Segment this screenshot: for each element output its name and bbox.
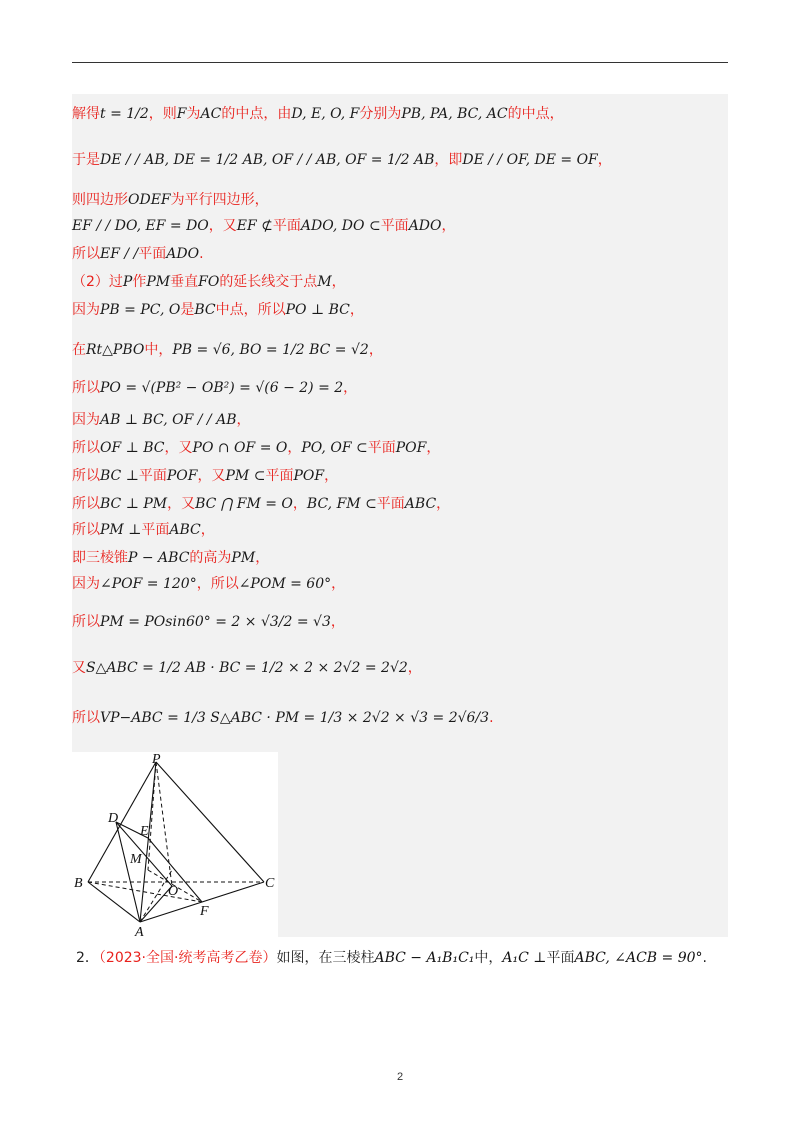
label-B: B	[74, 876, 83, 891]
solution-line	[72, 244, 204, 264]
text-fragment: 所以	[72, 440, 100, 456]
text-fragment: ，	[331, 576, 346, 592]
text-fragment: .	[199, 246, 204, 262]
prism-name: ABC − A₁B₁C₁	[374, 950, 475, 966]
text-fragment: 所以	[72, 496, 100, 512]
math-expression: F	[176, 106, 187, 122]
text-fragment: 所以	[72, 246, 100, 262]
text-fragment: 分别为	[359, 106, 402, 122]
text-fragment: 平面	[265, 468, 294, 484]
math-expression: OF ⊥ BC	[100, 440, 165, 456]
text-fragment: 的中点，	[507, 106, 564, 122]
math-expression: BC, FM ⊂	[306, 496, 377, 512]
text-fragment: 平面	[138, 468, 167, 484]
text-fragment: 平面	[367, 440, 396, 456]
math-expression: AB ⊥ BC, OF / / AB	[100, 412, 237, 428]
text-fragment: 平面	[138, 246, 167, 262]
text-fragment: ，	[349, 302, 364, 318]
math-expression: PM ⊂	[225, 468, 266, 484]
math-expression: POF	[166, 468, 198, 484]
math-expression: EF ⊄	[236, 218, 273, 234]
question-number: 2．	[76, 950, 99, 966]
solution-line	[72, 300, 364, 320]
page-number: 2	[396, 1071, 404, 1083]
text-fragment: （2）过	[72, 274, 123, 290]
math-expression: POF	[293, 468, 325, 484]
math-expression: PO ⊥ BC	[285, 302, 350, 318]
label-O: O	[168, 884, 179, 899]
math-expression: P − ABC	[128, 550, 190, 566]
solution-line	[72, 466, 338, 486]
math-expression: ABC	[169, 522, 201, 538]
label-M: M	[130, 852, 142, 867]
math-expression: S△ABC = 1/2 AB · BC = 1/2 × 2 × 2√2 = 2√2	[86, 660, 408, 676]
math-expression: D, E, O, F	[291, 106, 360, 122]
text-fragment: ，	[343, 380, 358, 396]
text-fragment: 垂直	[170, 274, 199, 290]
text-fragment: .	[489, 710, 494, 726]
text-fragment: 作	[132, 274, 147, 290]
label-A: A	[135, 925, 144, 937]
math-expression: PM = POsin60° = 2 × √3/2 = √3	[100, 614, 331, 630]
text-fragment: 所以	[72, 614, 100, 630]
question-end: .	[702, 950, 707, 966]
solution-line	[72, 708, 494, 728]
math-expression: ADO	[408, 218, 442, 234]
text-fragment: 即三棱锥	[72, 550, 128, 566]
text-fragment: ，所以	[196, 576, 239, 592]
edge-PC	[156, 762, 264, 882]
header-rule	[72, 62, 728, 63]
text-fragment: ，	[330, 614, 345, 630]
text-fragment: 为	[186, 106, 201, 122]
text-fragment: 在	[72, 342, 86, 358]
tetrahedron-figure	[72, 752, 278, 937]
math-expression: VP−ABC = 1/3 S△ABC · PM = 1/3 × 2√2 × √3 = 2√6/3	[100, 710, 490, 726]
text-fragment: 所以	[72, 468, 100, 484]
math-expression: BC ⋂ FM = O	[195, 496, 293, 512]
math-expression: PO, OF ⊂	[301, 440, 368, 456]
text-fragment: ，又	[164, 440, 193, 456]
text-fragment: 解得	[72, 106, 100, 122]
text-fragment: 所以	[72, 380, 100, 396]
text-fragment: 平面	[380, 218, 409, 234]
math-expression: PB, PA, BC, AC	[401, 106, 508, 122]
text-fragment: ，	[331, 274, 346, 290]
math-expression: PM	[231, 550, 256, 566]
label-D: D	[108, 811, 119, 826]
math-expression: DE / / OF, DE = OF	[462, 152, 598, 168]
text-fragment: ，	[407, 660, 422, 676]
text-fragment: ，又	[167, 496, 196, 512]
text-fragment: 平面	[376, 496, 405, 512]
text-fragment: 平面	[141, 522, 170, 538]
solution-line	[72, 612, 345, 632]
text-fragment: ，又	[197, 468, 226, 484]
text-fragment: 为平行四边形，	[170, 192, 269, 208]
solution-line	[72, 438, 440, 458]
math-expression: P	[122, 274, 133, 290]
text-fragment: ，	[292, 496, 307, 512]
solution-line	[72, 520, 215, 540]
text-fragment: ，	[200, 522, 215, 538]
math-expression: PB = √6, BO = 1/2 BC = √2	[172, 342, 369, 358]
text-fragment: 因为	[72, 412, 100, 428]
solution-line	[72, 410, 251, 430]
question-2	[76, 948, 707, 968]
text-fragment: 于是	[72, 152, 100, 168]
math-expression: POF	[395, 440, 427, 456]
text-fragment: 的高为	[189, 550, 232, 566]
math-expression: ADO	[166, 246, 200, 262]
question-source: （2023·全国·统考高考乙卷）	[98, 950, 277, 966]
math-expression: t = 1/2	[100, 106, 149, 122]
label-F: F	[200, 904, 209, 919]
math-expression: ODEF	[128, 192, 171, 208]
text-fragment: ，则	[148, 106, 177, 122]
math-expression: ∠POM = 60°	[238, 576, 332, 592]
text-fragment: ，即	[434, 152, 463, 168]
math-expression: BC ⊥ PM	[100, 496, 168, 512]
text-fragment: ，	[324, 468, 339, 484]
math-expression: M	[317, 274, 332, 290]
solution-line	[72, 150, 612, 170]
text-fragment: 则四边形	[72, 192, 128, 208]
math-expression: PM ⊥	[100, 522, 142, 538]
text-fragment: 的中点，由	[221, 106, 292, 122]
math-expression: BC ⊥	[100, 468, 139, 484]
solution-line	[72, 190, 269, 210]
math-expression: ∠POF = 120°	[100, 576, 197, 592]
text-fragment: 因为	[72, 302, 100, 318]
condition: A₁C ⊥	[502, 950, 547, 966]
math-expression: EF / / DO, EF = DO	[72, 218, 209, 234]
question-text-mid: 中，	[474, 950, 503, 966]
label-C: C	[265, 876, 275, 891]
text-fragment: 是	[180, 302, 195, 318]
solution-line	[72, 548, 269, 568]
text-fragment: 平面	[272, 218, 301, 234]
solution-line	[72, 658, 422, 678]
text-fragment: 的延长线交于点	[219, 274, 318, 290]
text-fragment: ，	[255, 550, 270, 566]
text-fragment: ，又	[208, 218, 237, 234]
text-fragment: ，	[597, 152, 612, 168]
text-fragment: ，	[287, 440, 302, 456]
plane-word: 平面	[546, 950, 575, 966]
seg-PO-hidden	[156, 762, 172, 886]
math-expression: PO = √(PB² − OB²) = √(6 − 2) = 2	[100, 380, 344, 396]
condition-2: ABC, ∠ACB = 90°	[574, 950, 703, 966]
text-fragment: 所以	[72, 710, 100, 726]
math-expression: PO ∩ OF = O	[192, 440, 288, 456]
text-fragment: 又	[72, 660, 86, 676]
math-expression: AC	[200, 106, 222, 122]
solution-line	[72, 104, 564, 124]
text-fragment: 因为	[72, 576, 100, 592]
label-E: E	[140, 824, 149, 839]
text-fragment: 中点，所以	[215, 302, 286, 318]
text-fragment: ，	[368, 342, 383, 358]
math-expression: PB = PC, O	[100, 302, 181, 318]
math-expression: ADO, DO ⊂	[300, 218, 381, 234]
text-fragment: ，	[426, 440, 441, 456]
text-fragment: 所以	[72, 522, 100, 538]
text-fragment: ，	[236, 412, 251, 428]
text-fragment: ，	[441, 218, 456, 234]
solution-line	[72, 272, 346, 292]
math-expression: EF / /	[100, 246, 139, 262]
text-fragment: 中，	[144, 342, 173, 358]
math-expression: PM	[146, 274, 171, 290]
solution-line	[72, 494, 450, 514]
label-P: P	[152, 752, 161, 767]
solution-line	[72, 378, 357, 398]
math-expression: BC	[194, 302, 216, 318]
math-expression: Rt△PBO	[86, 342, 145, 358]
math-expression: ABC	[404, 496, 437, 512]
math-expression: DE / / AB, DE = 1/2 AB, OF / / AB, OF = 1/2 AB	[100, 152, 435, 168]
seg-PM-hidden	[148, 762, 156, 870]
solution-line	[72, 216, 456, 236]
solution-line	[72, 574, 345, 594]
solution-line	[72, 340, 383, 360]
question-text-before: 如图，在三棱柱	[276, 950, 375, 966]
text-fragment: ，	[436, 496, 451, 512]
math-expression: FO	[198, 274, 220, 290]
